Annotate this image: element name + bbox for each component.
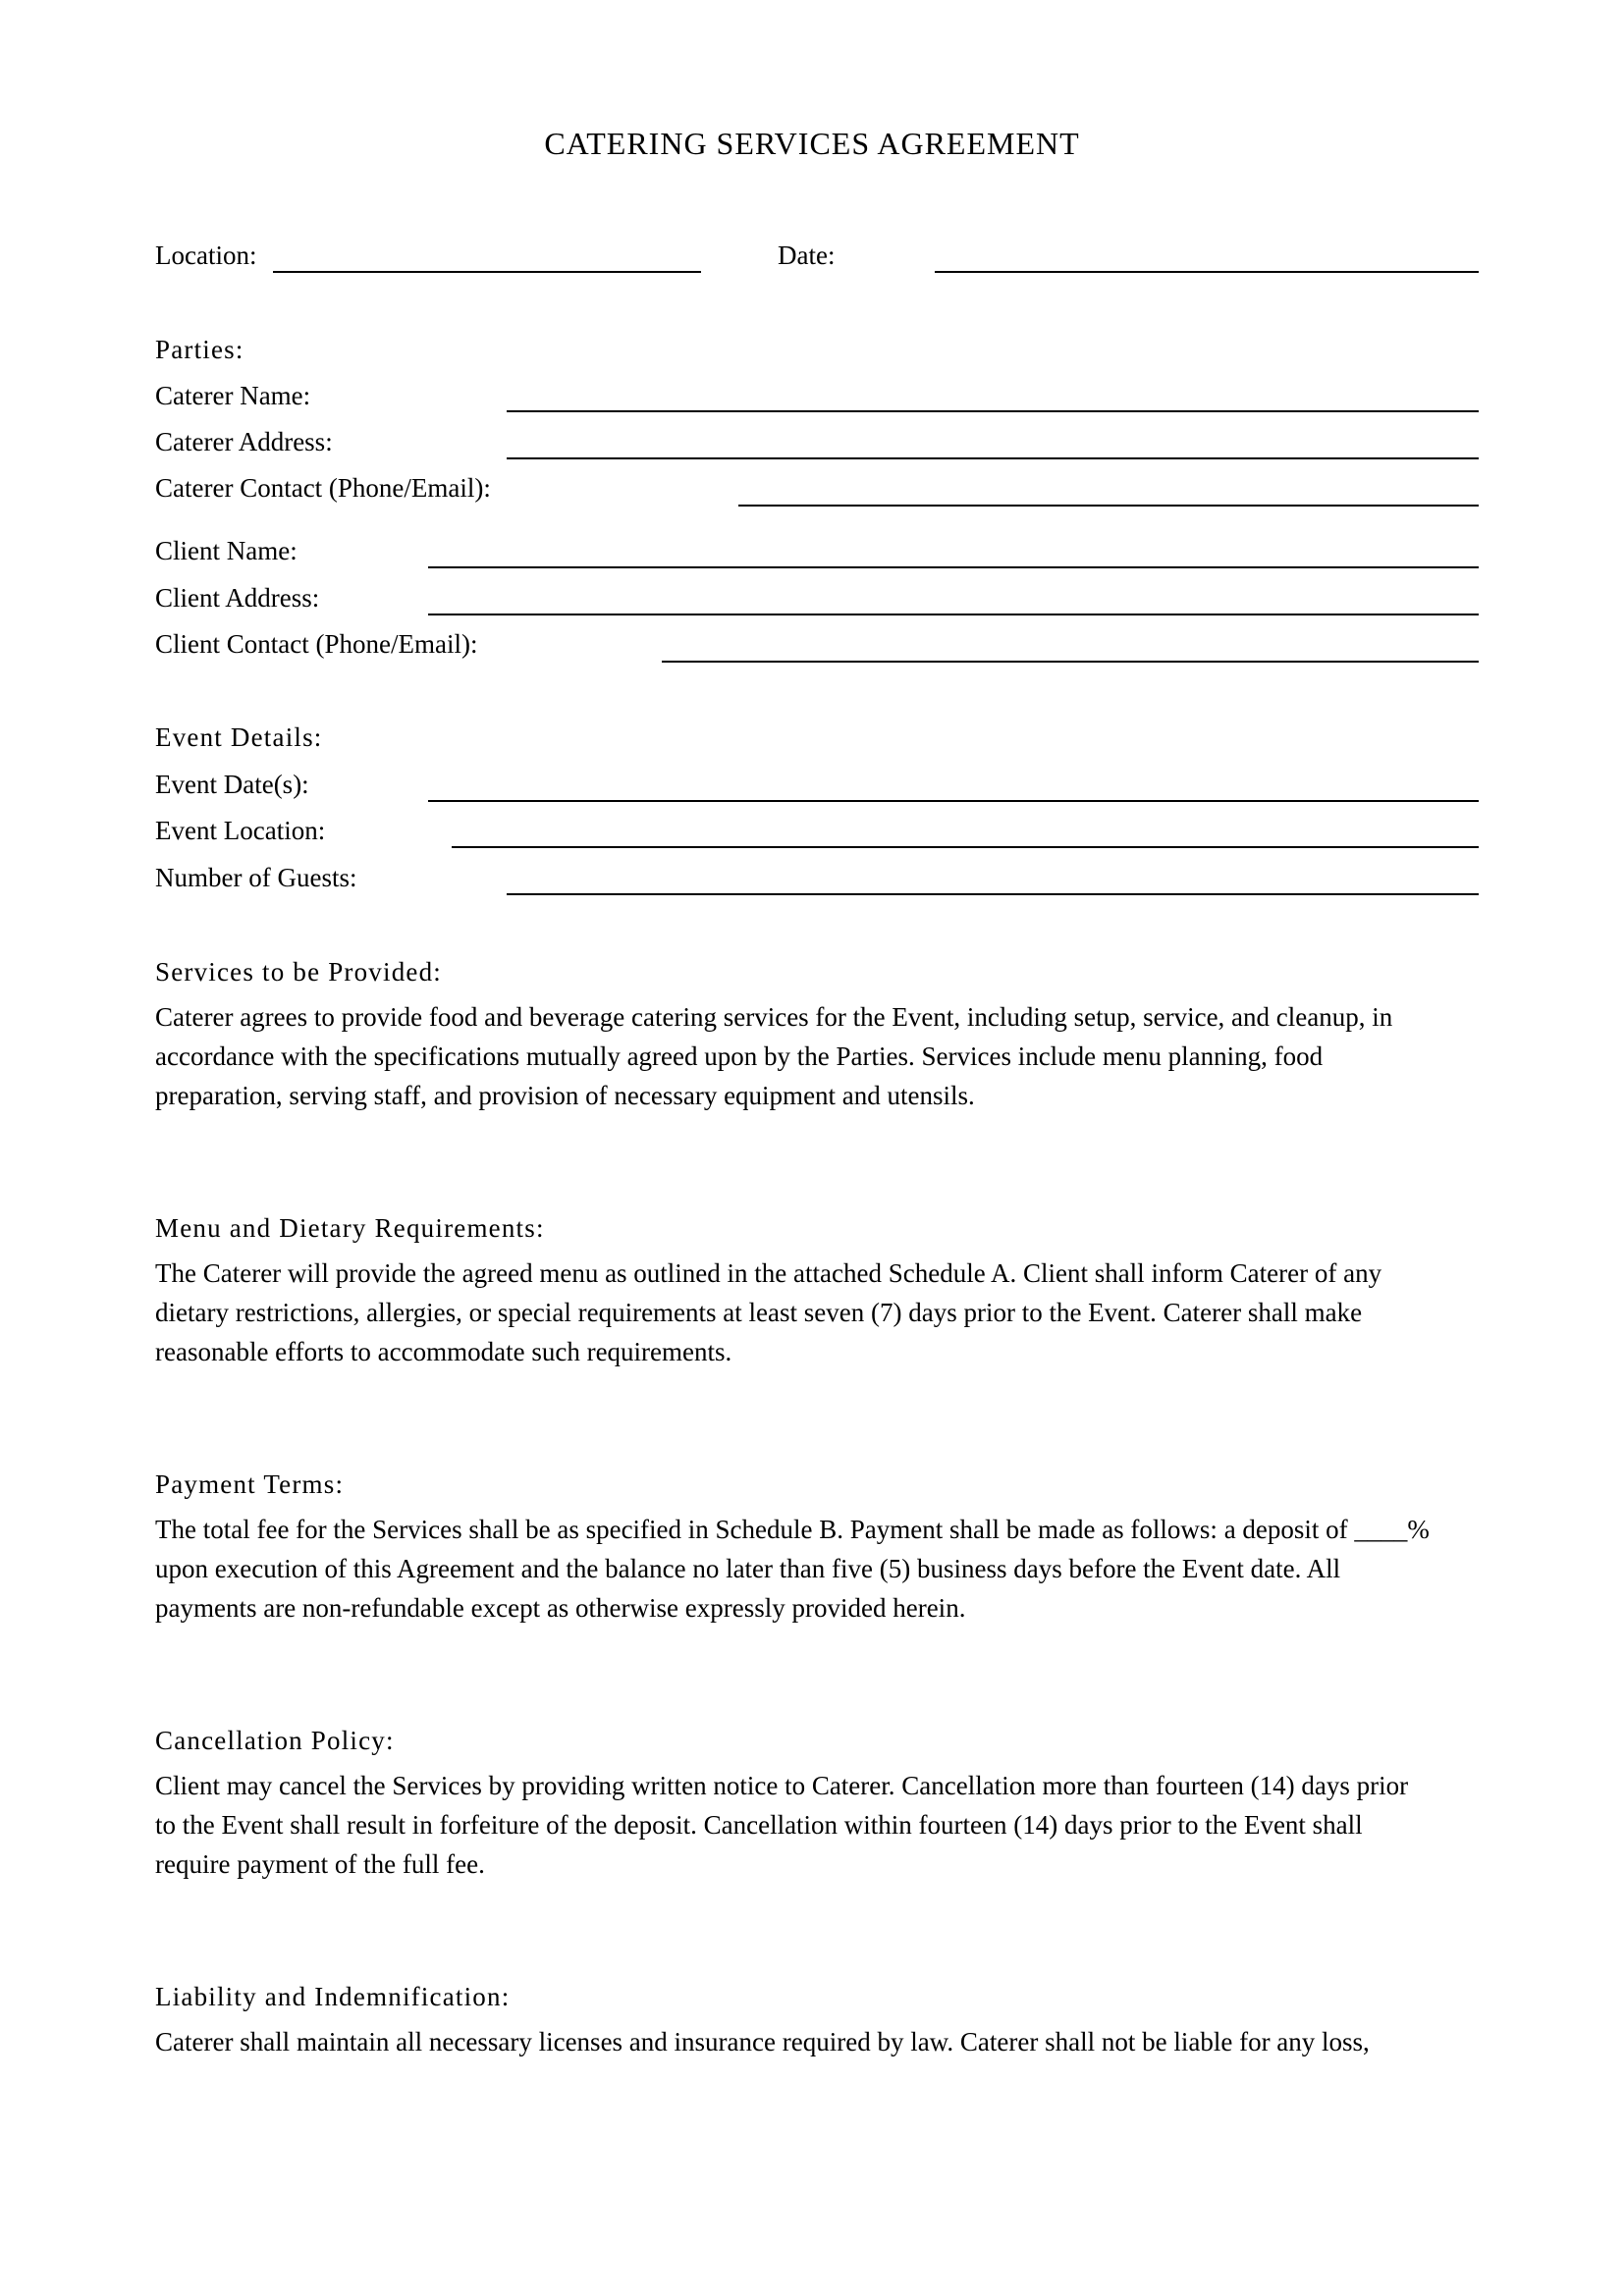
client-name-label: Client Name: bbox=[155, 536, 298, 565]
event-dates-label: Event Date(s): bbox=[155, 770, 309, 799]
date-field[interactable] bbox=[935, 271, 1479, 273]
date-label: Date: bbox=[778, 240, 836, 270]
paragraph-line: payments are non-refundable except as otherwise expressly provided herein. bbox=[155, 1593, 966, 1623]
paragraph-line: to the Event shall result in forfeiture of the deposit. Cancellation within fourteen (14) days prior to the Event shall bbox=[155, 1810, 1363, 1840]
location-label: Location: bbox=[155, 240, 257, 270]
section-heading: Services to be Provided: bbox=[155, 957, 442, 987]
client-contact-label: Client Contact (Phone/Email): bbox=[155, 629, 478, 659]
paragraph-line: The total fee for the Services shall be as specified in Schedule B. Payment shall be made as follows: a deposit of ____% bbox=[155, 1515, 1430, 1544]
caterer-name-field[interactable] bbox=[507, 410, 1479, 412]
section-paragraph bbox=[155, 997, 1490, 1115]
guests-field[interactable] bbox=[507, 893, 1479, 895]
guests-label: Number of Guests: bbox=[155, 863, 357, 892]
section-heading: Liability and Indemnification: bbox=[155, 1982, 511, 2011]
client-contact-field[interactable] bbox=[662, 661, 1479, 663]
section-paragraph bbox=[155, 2022, 1490, 2061]
paragraph-line: preparation, serving staff, and provision of necessary equipment and utensils. bbox=[155, 1081, 975, 1110]
paragraph-line: accordance with the specifications mutually agreed upon by the Parties. Services include menu planning, food bbox=[155, 1041, 1324, 1071]
caterer-name-label: Caterer Name: bbox=[155, 381, 311, 410]
paragraph-line: dietary restrictions, allergies, or special requirements at least seven (7) days prior to the Event. Caterer shall make bbox=[155, 1298, 1363, 1327]
paragraph-line: upon execution of this Agreement and the balance no later than five (5) business days before the Event date. All bbox=[155, 1554, 1341, 1583]
paragraph-line: reasonable efforts to accommodate such requirements. bbox=[155, 1337, 732, 1366]
client-name-field[interactable] bbox=[428, 566, 1479, 568]
parties-heading: Parties: bbox=[155, 335, 244, 364]
section-paragraph bbox=[155, 1254, 1490, 1371]
document-title: CATERING SERVICES AGREEMENT bbox=[544, 126, 1080, 161]
paragraph-line: require payment of the full fee. bbox=[155, 1849, 485, 1879]
section-paragraph bbox=[155, 1766, 1490, 1884]
section-heading: Menu and Dietary Requirements: bbox=[155, 1213, 545, 1243]
client-address-field[interactable] bbox=[428, 614, 1479, 615]
event-location-label: Event Location: bbox=[155, 816, 326, 845]
event-dates-field[interactable] bbox=[428, 800, 1479, 802]
paragraph-line: Caterer shall maintain all necessary licenses and insurance required by law. Caterer shall not be liable for any loss, bbox=[155, 2027, 1370, 2056]
paragraph-line: The Caterer will provide the agreed menu as outlined in the attached Schedule A. Client shall inform Caterer of any bbox=[155, 1258, 1382, 1288]
location-field[interactable] bbox=[273, 271, 701, 273]
caterer-address-field[interactable] bbox=[507, 457, 1479, 459]
paragraph-line: Client may cancel the Services by providing written notice to Caterer. Cancellation more than fourteen (14) days prior bbox=[155, 1771, 1409, 1800]
caterer-address-label: Caterer Address: bbox=[155, 427, 333, 456]
caterer-contact-label: Caterer Contact (Phone/Email): bbox=[155, 473, 491, 503]
caterer-contact-field[interactable] bbox=[738, 505, 1479, 507]
section-heading: Cancellation Policy: bbox=[155, 1726, 395, 1755]
section-paragraph bbox=[155, 1510, 1490, 1628]
paragraph-line: Caterer agrees to provide food and beverage catering services for the Event, including setup, service, and cleanup, in bbox=[155, 1002, 1393, 1032]
section-heading: Payment Terms: bbox=[155, 1469, 345, 1499]
event-details-heading: Event Details: bbox=[155, 722, 323, 752]
client-address-label: Client Address: bbox=[155, 583, 320, 613]
event-location-field[interactable] bbox=[452, 846, 1479, 848]
